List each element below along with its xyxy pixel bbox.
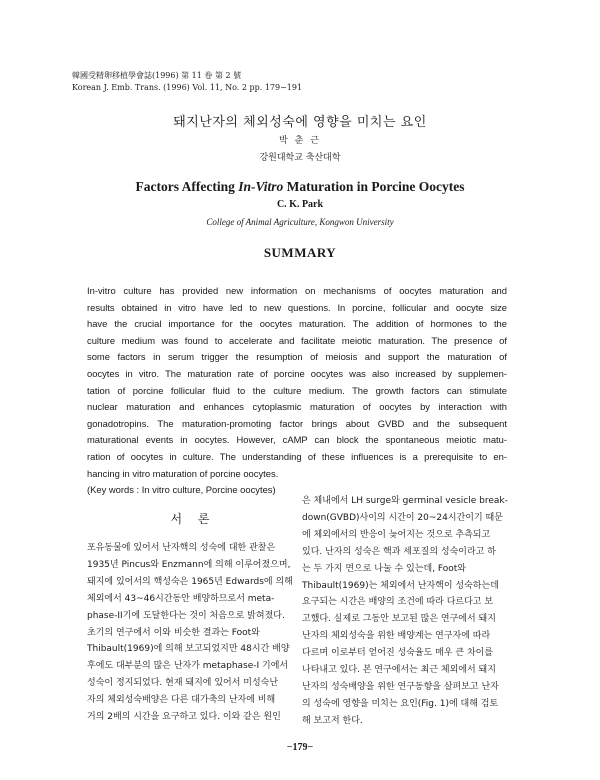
abstract-line: have the crucial importance for the oocytes maturation. The addition of hormones to the (87, 318, 507, 330)
title-english-italic: In-Vitro (238, 179, 284, 194)
title-english-pre: Factors Affecting (135, 179, 239, 194)
abstract-line: In-vitro culture has provided new information on mechanisms of oocytes maturation and (87, 285, 507, 296)
abstract-line: hancing in vitro maturation of porcine oocytes. (87, 467, 279, 479)
abstract-line: oocytes in vitro. The maturation rate of porcine oocytes was also increased by supplemen- (87, 367, 507, 379)
abstract-line: gonadotropins. The maturation-promoting factor brings about GVBD and the subsequent (87, 417, 507, 429)
right-column (302, 493, 514, 730)
body-text-line: 고했다. 실제로 그동안 보고된 많은 연구에서 돼지 (302, 614, 496, 625)
body-text-line: 있다. 난자의 성숙은 핵과 세포질의 성숙이라고 하 (302, 546, 496, 557)
body-text-line: 체외에서 43~46시간동안 배양하므로서 meta- (87, 593, 275, 604)
affiliation-korean: 강원대학교 축산대학 (259, 153, 341, 163)
body-text-line: 돼지에 있어서의 핵성숙은 1965년 Edwards에 의해 (87, 576, 293, 587)
journal-citation-en: Korean J. Emb. Trans. (1996) Vol. 11, No. 2 pp. 179~191 (72, 83, 303, 92)
body-text-line: 후에도 대부분의 많은 난자가 metaphase-I 기에서 (87, 661, 289, 672)
body-text-line: phase-II기에 도달한다는 것이 처음으로 밝혀졌다. (87, 610, 285, 621)
body-text-line: Thibault(1969)에 의해 보고되었지만 48시간 배양 (87, 644, 290, 655)
author-english: C. K. Park (276, 199, 324, 210)
abstract-line: maturational events in oocytes. However, cAMP can block the spontaneous meiotic matu- (87, 434, 507, 446)
body-text-line: 난자의 체외성숙을 위한 배양계는 연구자에 따라 (302, 631, 491, 642)
body-text-line: 의 성숙에 영향을 미치는 요인(Fig. 1)에 대해 검토 (302, 698, 499, 709)
body-text-line: 거의 2배의 시간을 요구하고 있다. 이와 같은 원인 (87, 712, 281, 723)
keywords: (Key words : In vitro culture, Porcine oocytes) (87, 484, 276, 496)
body-text-line: 포유동물에 있어서 난자핵의 성숙에 대한 관찰은 (87, 543, 276, 553)
body-text-line: 다르며 이로부터 얻어진 성숙율도 매우 큰 차이를 (302, 648, 494, 659)
body-text-line: 초기의 연구에서 이와 비슷한 결과는 Foot와 (87, 627, 260, 638)
page-number: −179− (286, 742, 314, 753)
body-text-line: down(GVBD)사이의 시간이 20~24시간이기 때문 (302, 512, 503, 523)
body-text-line: 는 두 가지 면으로 나눌 수 있는데, Foot와 (302, 563, 467, 574)
abstract-line: some factors in serum trigger the resumption of meiosis and support the maturation of (87, 351, 507, 363)
body-text-line: 은 체내에서 LH surge와 germinal vesicle break- (302, 496, 508, 506)
body-text-line: 자의 체외성숙배양은 다른 대가축의 난자에 비해 (87, 695, 276, 706)
abstract-line: nuclear maturation and enhances cytoplasmic maturation of oocytes by interaction with (87, 401, 507, 413)
journal-header (72, 70, 302, 94)
body-text-line: 에 체외에서의 반응이 늦어지는 것으로 추측되고 (302, 529, 491, 540)
abstract-line: ration of oocytes in culture. The understanding of these influences is a prerequisite to en- (87, 450, 507, 462)
summary-heading: SUMMARY (263, 245, 337, 260)
body-text-line: 나타내고 있다. 본 연구에서는 최근 체외에서 돼지 (302, 665, 496, 676)
abstract (87, 283, 507, 499)
body-text-line: Thibault(1969)는 체외에서 난자핵이 성숙하는데 (302, 580, 499, 591)
abstract-line: results obtained in vitro have led to new questions. In porcine, follicular and oocyte size (87, 301, 507, 313)
author-korean: 박 춘 근 (279, 136, 321, 146)
body-text-line: 난자의 성숙배양을 위한 연구동향을 살펴보고 난자 (302, 681, 499, 692)
affiliation-english: College of Animal Agriculture, Kongwon University (206, 217, 394, 227)
body-text-line: 요구되는 시간은 배양의 조건에 따라 다르다고 보 (302, 597, 494, 608)
body-text-line: 성숙이 정지되었다. 현재 돼지에 있어서 미성숙난 (87, 678, 279, 689)
abstract-line: tation of porcine follicular fluid to the culture medium. The growth factors can stimulate (87, 384, 507, 396)
body-text-line: 1935년 Pincus와 Enzmann에 의해 이루어졌으며, (87, 559, 291, 570)
section-heading-introduction: 서 론 (170, 512, 216, 526)
left-column (87, 540, 299, 726)
title-english (0, 179, 600, 195)
journal-citation-ko: 韓國受精卵移植學會誌(1996) 第 11 卷 第 2 號 (72, 71, 242, 80)
abstract-line: culture medium was found to accelerate and facilitate meiotic maturation. The presence of (87, 334, 507, 346)
title-english-post: Maturation in Porcine Oocytes (283, 179, 465, 194)
title-korean: 돼지난자의 체외성숙에 영향을 미치는 요인 (173, 115, 427, 130)
body-text-line: 해 보고저 한다. (302, 715, 363, 726)
